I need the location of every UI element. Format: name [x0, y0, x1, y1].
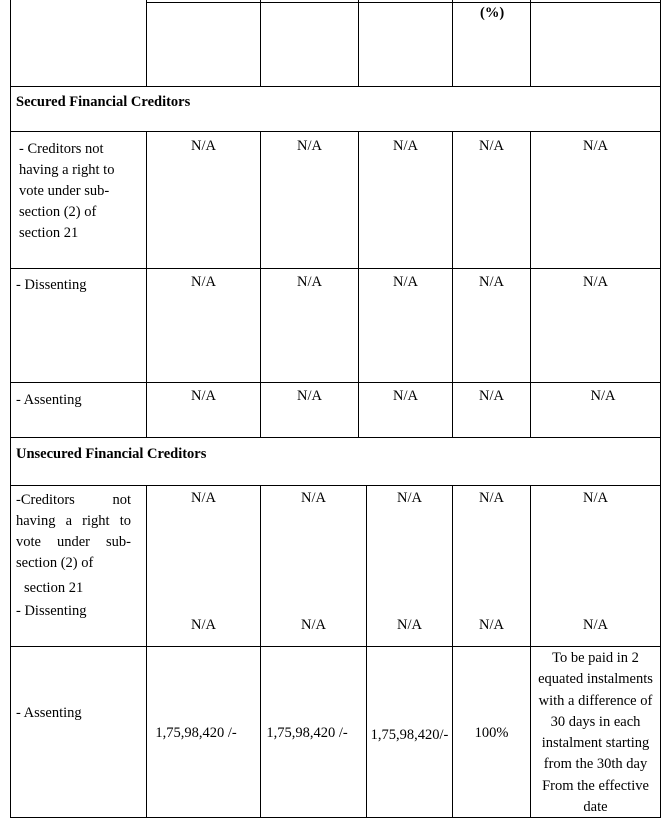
cell-na: N/A	[479, 388, 504, 404]
col-rule	[452, 485, 453, 818]
unsecured-row2-label: - Dissenting	[16, 603, 87, 619]
unsecured-row3-label: - Assenting	[16, 705, 82, 721]
cell-na: N/A	[191, 138, 216, 154]
cell-na: N/A	[397, 490, 422, 506]
rule-unsecured-row2-bottom	[10, 646, 661, 647]
rule-left	[10, 0, 11, 818]
cell-na: N/A	[479, 138, 504, 154]
col-rule	[358, 0, 359, 87]
col-rule	[530, 0, 531, 87]
cell-na: N/A	[191, 490, 216, 506]
cell-na: N/A	[583, 490, 608, 506]
rule-secured-heading-bottom	[10, 131, 661, 132]
cell-na: N/A	[583, 274, 608, 290]
cell-na: N/A	[191, 617, 216, 633]
rule-right	[660, 0, 661, 818]
percent-value: 100%	[474, 725, 509, 741]
secured-row3-label: - Assenting	[16, 392, 82, 408]
col-rule	[452, 0, 453, 87]
rule-header-bottom	[10, 86, 661, 87]
payment-terms-note: To be paid in 2 equated instalments with a difference of 30 days in each instalment starting from the 30th day From the effective date	[538, 650, 653, 816]
cell-na: N/A	[297, 274, 322, 290]
col-rule	[146, 0, 147, 87]
section-heading-secured: Secured Financial Creditors	[16, 94, 191, 110]
cell-na: N/A	[583, 617, 608, 633]
cell-na: N/A	[397, 617, 422, 633]
cell-na: N/A	[301, 617, 326, 633]
rule-unsecured-heading-bottom	[10, 485, 661, 486]
cell-na: N/A	[301, 490, 326, 506]
cell-na: N/A	[393, 274, 418, 290]
cell-na: N/A	[479, 274, 504, 290]
section-heading-unsecured: Unsecured Financial Creditors	[16, 446, 207, 462]
amount-value: 1,75,98,420/-	[370, 727, 449, 743]
secured-row2-label: - Dissenting	[16, 277, 87, 293]
cell-na: N/A	[297, 138, 322, 154]
cell-na: N/A	[191, 388, 216, 404]
unsecured-row1-label: -Creditors not having a right to vote under sub- section (2) of section 21	[16, 492, 131, 596]
cell-na: N/A	[393, 138, 418, 154]
amount-value: 1,75,98,420 /-	[155, 725, 237, 741]
header-percent: (%)	[480, 5, 505, 21]
cell-na: N/A	[590, 388, 616, 404]
cell-na: N/A	[191, 274, 216, 290]
col-rule	[260, 485, 261, 818]
rule-top	[146, 2, 661, 3]
amount-value: 1,75,98,420 /-	[266, 725, 348, 741]
col-rule	[366, 485, 367, 818]
cell-na: N/A	[393, 388, 418, 404]
col-rule	[260, 0, 261, 87]
rule-secured-row1-bottom	[10, 268, 661, 269]
secured-row1-label: - Creditors not having a right to vote under sub- section (2) of section 21	[19, 141, 115, 241]
rule-secured-row3-bottom	[10, 437, 661, 438]
rule-secured-row2-bottom	[10, 382, 661, 383]
cell-na: N/A	[583, 138, 608, 154]
cell-na: N/A	[479, 490, 504, 506]
cell-na: N/A	[479, 617, 504, 633]
cell-na: N/A	[297, 388, 322, 404]
col-rule	[146, 485, 147, 818]
